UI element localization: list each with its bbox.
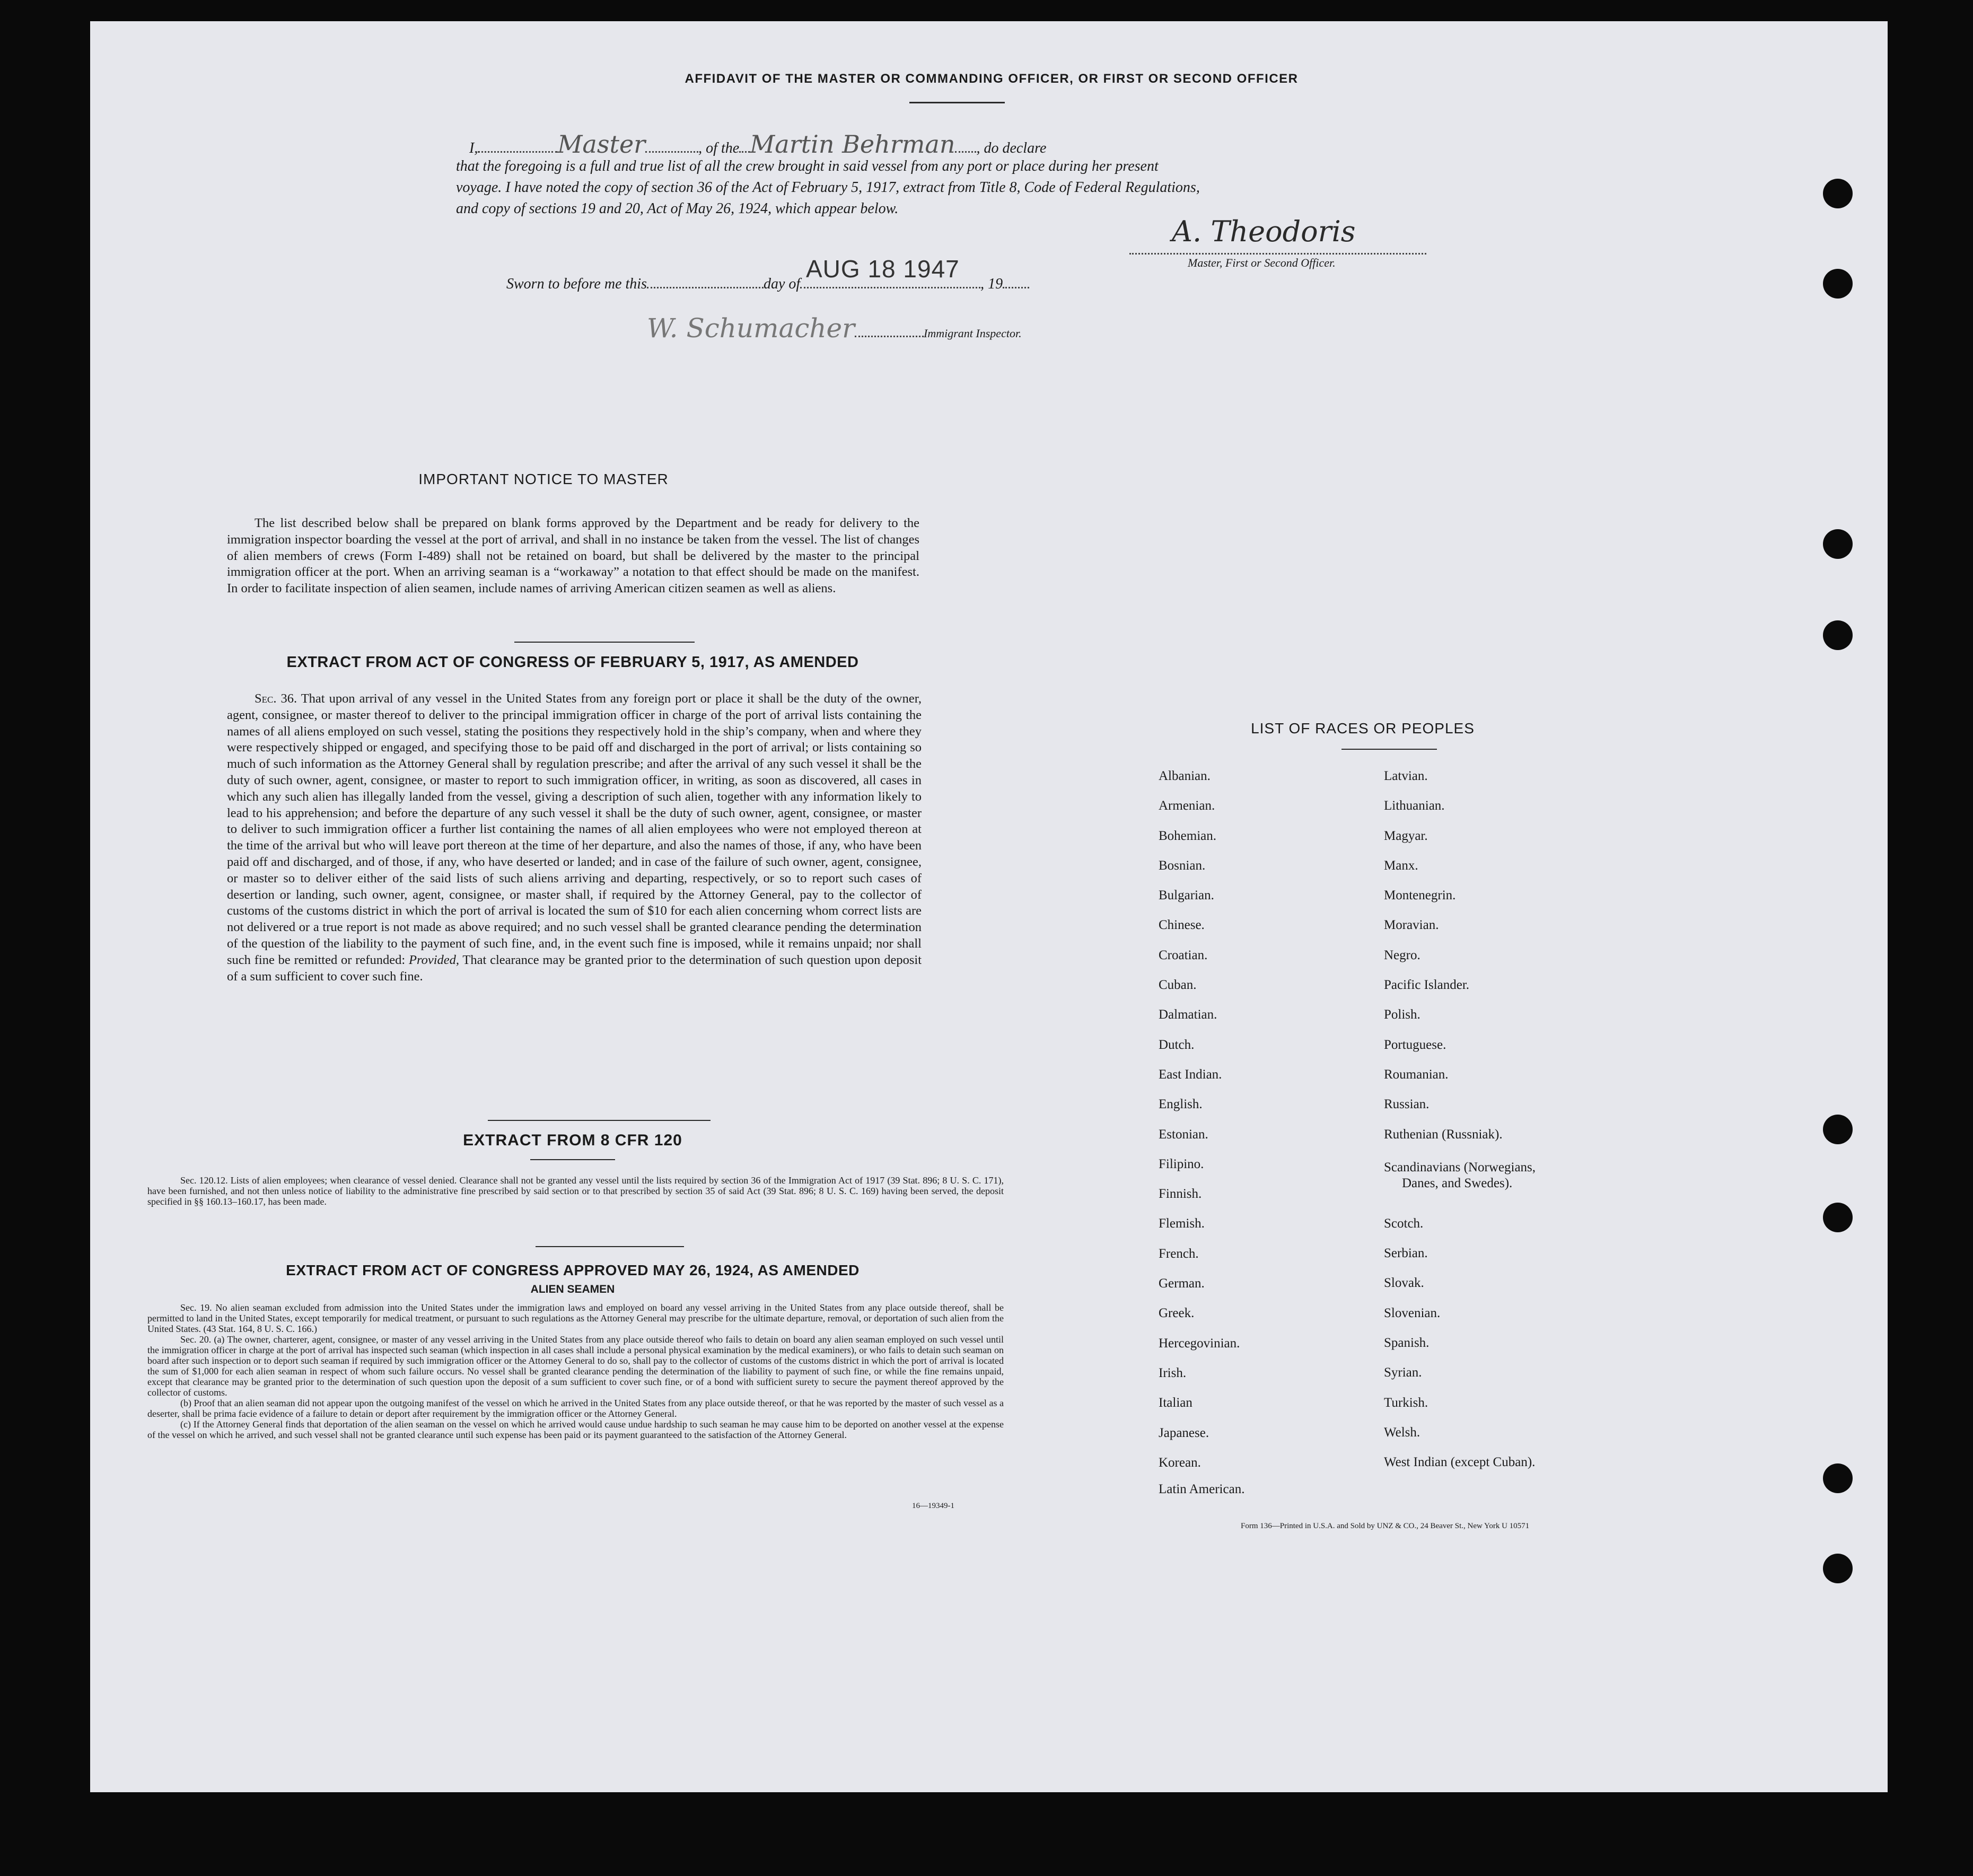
race-item: Turkish. — [1384, 1395, 1428, 1410]
races-left-column — [1159, 769, 1244, 1497]
race-item: Croatian. — [1159, 948, 1208, 962]
day-label: day of — [763, 276, 801, 292]
sec20c-text: (c) If the Attorney General finds that deportation of the alien seaman on the vessel on which he arrived would cause undue hardship to such seaman he may cause him to be deported on another vessel at the expense of the vessel on which he arrived, and such vessel shall not be granted clearance until such expense has been paid or its payment guaranteed to the satisfaction of the Attorney General. — [147, 1419, 1004, 1440]
race-item: East Indian. — [1159, 1067, 1222, 1082]
affidavit-heading: AFFIDAVIT OF THE MASTER OR COMMANDING OFFICER, OR FIRST OR SECOND OFFICER — [685, 72, 1299, 86]
race-item: Danes, and Swedes). — [1402, 1176, 1513, 1190]
sec19-text: Sec. 19. No alien seaman excluded from admission into the United States under the immigration laws and employed on board any vessel arriving in the United States from any place outside thereof, shall be permitted to land in the United States, except temporarily for medical treatment, or pursuant to such regulations as the Attorney General may prescribe for the ultimate departure, removal, or deportation of such alien from the United States. (43 Stat. 164, 8 U. S. C. 166.) — [147, 1302, 1004, 1334]
race-item: Bosnian. — [1159, 858, 1206, 873]
race-item: Lithuanian. — [1384, 799, 1445, 813]
race-item: Serbian. — [1384, 1246, 1428, 1261]
race-item: Magyar. — [1384, 828, 1428, 843]
race-item: Montenegrin. — [1384, 888, 1456, 903]
extract-1917-title: EXTRACT FROM ACT OF CONGRESS OF FEBRUARY 5, 1917, AS AMENDED — [286, 654, 859, 671]
race-item: Korean. — [1159, 1455, 1201, 1470]
binder-hole — [1823, 1115, 1853, 1144]
race-item: Greek. — [1159, 1306, 1195, 1321]
race-item: Slovenian. — [1384, 1305, 1441, 1320]
sec36-text-end: That clearance may be granted prior to the determination of such question upon deposit of a sum sufficient to cover such fine. — [227, 952, 922, 984]
race-item: Bohemian. — [1159, 828, 1217, 843]
binder-hole — [1823, 1554, 1853, 1583]
race-item: Welsh. — [1384, 1425, 1420, 1440]
provided-label: Provided, — [408, 952, 460, 967]
race-item: Roumanian. — [1384, 1067, 1449, 1082]
extract-1917-body — [227, 691, 922, 985]
of-the-label: , of the — [698, 140, 740, 156]
race-item: Irish. — [1159, 1365, 1187, 1380]
extract-1924-title: EXTRACT FROM ACT OF CONGRESS APPROVED MAY 26, 1924, AS AMENDED — [286, 1262, 860, 1278]
races-right-column — [1384, 769, 1536, 1485]
inspector-label: Immigrant Inspector. — [924, 327, 1022, 340]
notice-body: The list described below shall be prepared on blank forms approved by the Department and be ready for delivery to the immigration inspector boarding the vessel at the port of arrival, and shall in no instance be taken from the vessel. The list of changes of alien members of crews (Form I-489) shall not be retained on board, but shall be delivered by the master to the principal immigration officer at the port. When an arriving seaman is a “workaway” a notation to that effect should be made on the manifest. In order to facilitate inspection of alien seamen, include names of arriving American citizen seamen as well as aliens. — [227, 516, 919, 596]
race-item: Scandinavians (Norwegians, — [1384, 1160, 1536, 1174]
race-item: Portuguese. — [1384, 1037, 1446, 1052]
extract-1917-rule — [488, 1120, 711, 1121]
affidavit-line3: voyage. I have noted the copy of section 36 of the Act of February 5, 1917, extract from Title 8, Code of Federal Regulations, — [456, 179, 1200, 196]
race-item: Bulgarian. — [1159, 888, 1214, 903]
race-item: West Indian (except Cuban). — [1384, 1455, 1536, 1470]
notice-title: IMPORTANT NOTICE TO MASTER — [418, 471, 669, 487]
race-item: Manx. — [1384, 858, 1418, 873]
race-item: Spanish. — [1384, 1336, 1430, 1351]
race-item: Latvian. — [1384, 769, 1428, 783]
sec36-text: That upon arrival of any vessel in the United States from any foreign port or place it shall be the duty of the owner, agent, consignee, or master thereof to deliver to the principal immigration officer in charge of the port of arrival lists containing the names of all aliens employed on such vessel, stating the positions they respectively hold in the ship’s company, when and where they were respectively shipped or engaged, and specifying those to be paid off and discharged in the port of arrival; or lists containing so much of such information as the Attorney General shall by regulation prescribe; and after the arrival of any such vessel it shall be the duty of such owner, agent, consignee, or master to report to such immigration officer, in writing, as soon as discovered, all cases in which any such alien has illegally landed from the vessel, giving a description of such alien, together with any information likely to lead to his apprehension; and before the departure of any such vessel it shall be the duty of such owner, agent, consignee, or master to deliver to such immigration officer a further list containing the names of all alien employees who were not employed thereon at the time of the arrival but who will leave port thereon at the time of her departure, and also the names of those, if any, who have been paid off and discharged, and of those, if any, who have deserted or landed; and in case of the failure of such owner, agent, consignee, or master so to deliver either of the said lists of such aliens arriving and departing, respectively, or so to report such cases of desertion or landing, such owner, agent, consignee, or master shall, if required by the Attorney General, pay to the collector of customs of the customs district in which the port of arrival is located the sum of $10 for each alien concerning whom correct lists are not delivered or a true report is not made as above required; and no such vessel shall be granted clearance pending the determination of the question of the liability to the payment of such fine, and, in the event such fine is imposed, while it remains unpaid; nor shall such fine be remitted or refunded: — [227, 691, 922, 967]
race-item: Hercegovinian. — [1159, 1336, 1240, 1351]
race-item: Negro. — [1384, 948, 1420, 962]
inspector-signature: W. Schumacher — [647, 313, 855, 344]
race-item: Scotch. — [1384, 1216, 1424, 1231]
form-code: 16—19349-1 — [912, 1502, 954, 1510]
vessel-name-handwritten: Martin Behrman — [750, 130, 955, 159]
binder-hole — [1823, 1463, 1853, 1493]
master-signature: A. Theodoris — [1172, 215, 1356, 248]
date-stamp: AUG 18 1947 — [806, 255, 960, 283]
extract-1924-body — [147, 1302, 1004, 1440]
affidavit-line1 — [469, 130, 1551, 159]
race-item: Polish. — [1384, 1007, 1420, 1022]
race-item: Chinese. — [1159, 918, 1205, 933]
race-item: Slovak. — [1384, 1276, 1424, 1291]
inspector-line — [647, 313, 1230, 344]
race-item: Latin American. — [1159, 1482, 1245, 1497]
race-item: German. — [1159, 1276, 1205, 1291]
cfr-title-rule — [530, 1159, 615, 1160]
race-item: English. — [1159, 1097, 1203, 1112]
binder-hole — [1823, 529, 1853, 559]
cfr-title: EXTRACT FROM 8 CFR 120 — [463, 1132, 682, 1149]
race-item: Finnish. — [1159, 1187, 1202, 1202]
race-item: Estonian. — [1159, 1127, 1208, 1142]
cfr-body: Sec. 120.12. Lists of alien employees; when clearance of vessel denied. Clearance shall not be granted any vessel until the lists required by section 36 of the Immigration Act of 1917 (39 Stat. 896; 8 U. S. C. 171), have been furnished, and not then unless notice of liability to the administrative fine prescribed by said section or to that prescribed by section 35 of said Act (39 Stat. 896; 8 U. S. C. 169) having been served, the deposit specified in §§ 160.13–160.17, has been made. — [147, 1175, 1004, 1207]
race-item: Japanese. — [1159, 1425, 1209, 1440]
binder-hole — [1823, 1203, 1853, 1232]
affidavit-rule — [909, 102, 1005, 103]
notice-rule — [514, 642, 695, 643]
race-item: Russian. — [1384, 1097, 1430, 1112]
binder-hole — [1823, 620, 1853, 650]
binder-hole — [1823, 269, 1853, 299]
race-item: Ruthenian (Russniak). — [1384, 1127, 1503, 1142]
race-item: Albanian. — [1159, 769, 1211, 783]
race-item: Filipino. — [1159, 1156, 1204, 1171]
document-page — [90, 21, 1888, 1792]
master-name-handwritten: Master — [557, 130, 646, 159]
signer-title: Master, First or Second Officer. — [1188, 256, 1336, 269]
year-label: , 19 — [980, 276, 1003, 292]
sec20a-text: Sec. 20. (a) The owner, charterer, agent, consignee, or master of any vessel arriving in the United States from any place outside thereof who fails to detain on board any alien seaman employed on such vessel until the immigration officer in charge at the port of arrival has inspected such seaman (which inspection in all cases shall include a personal physical examination by the medical examiners), or who fails to detain such seaman on board after such inspection or to deport such seaman if required by such immigration officer or the Attorney General to do so, shall pay to the collector of customs of the customs district in which the port of arrival is located the sum of $1,000 for each alien seaman in respect of whom such failure occurs. No vessel shall be granted clearance pending the determination of the liability to payment of such fine, or while the fine remains unpaid, except that clearance may be granted prior to the determination of such question upon the deposit of a sum sufficient to cover such fine, or of a bond with sufficient surety to secure the payment thereof approved by the collector of customs. — [147, 1334, 1004, 1398]
signature-line — [1129, 253, 1426, 255]
races-rule — [1341, 749, 1437, 750]
binder-hole — [1823, 179, 1853, 208]
sec20b-text: (b) Proof that an alien seaman did not appear upon the outgoing manifest of the vessel on which he arrived in the United States from any place outside thereof, or that he was reported by the master of such vessel as a deserter, shall be prima facie evidence of a failure to detain or deport after requirement by the immigration officer or the Attorney General. — [147, 1398, 1004, 1419]
race-item: Cuban. — [1159, 978, 1197, 993]
race-item: Dalmatian. — [1159, 1007, 1217, 1022]
race-item: Moravian. — [1384, 918, 1439, 933]
extract-1924-subtitle: ALIEN SEAMEN — [530, 1283, 615, 1295]
sec36-label: Sec. 36. — [255, 691, 297, 706]
affidavit-line4: and copy of sections 19 and 20, Act of May 26, 1924, which appear below. — [456, 200, 899, 217]
races-title: LIST OF RACES OR PEOPLES — [1251, 720, 1475, 737]
race-item: Armenian. — [1159, 799, 1215, 813]
race-item: Pacific Islander. — [1384, 978, 1470, 993]
i-label: I, — [469, 140, 478, 156]
cfr-rule — [536, 1246, 684, 1247]
do-declare-label: , do declare — [976, 140, 1047, 156]
form-printer-line: Form 136—Printed in U.S.A. and Sold by UNZ & CO., 24 Beaver St., New York U 10571 — [1241, 1522, 1530, 1530]
race-item: French. — [1159, 1246, 1199, 1261]
race-item: Flemish. — [1159, 1216, 1205, 1231]
sworn-label: Sworn to before me this — [506, 276, 647, 292]
race-item: Italian — [1159, 1396, 1192, 1410]
race-item: Dutch. — [1159, 1037, 1195, 1052]
race-item: Syrian. — [1384, 1365, 1422, 1380]
affidavit-line2: that the foregoing is a full and true list of all the crew brought in said vessel from any port or place during her present — [456, 158, 1159, 174]
